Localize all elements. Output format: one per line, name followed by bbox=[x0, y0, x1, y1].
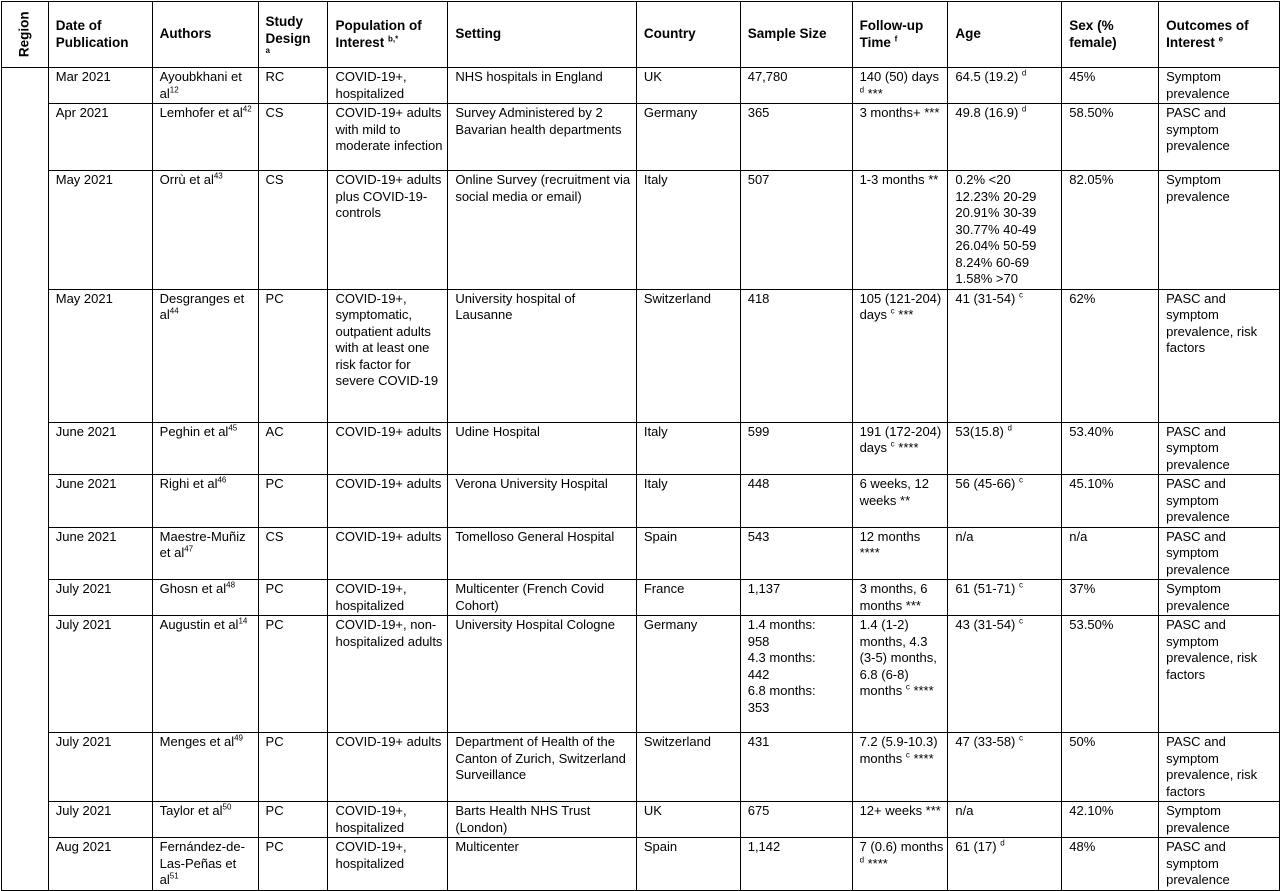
cell-population: COVID-19+, hospitalized bbox=[328, 580, 448, 616]
cell-date: July 2021 bbox=[48, 580, 152, 616]
table-row bbox=[2, 838, 1280, 891]
followup-note: c bbox=[890, 306, 895, 316]
header-row bbox=[2, 2, 1280, 68]
author-name: Righi et al bbox=[159, 476, 218, 491]
cell-followup bbox=[852, 68, 948, 104]
cell-age bbox=[948, 422, 1062, 475]
cell-authors bbox=[152, 289, 258, 422]
age-note: d bbox=[1021, 68, 1027, 78]
cell-country: Italy bbox=[636, 422, 740, 475]
header-design: Study Design a bbox=[258, 2, 328, 68]
author-name: Orrù et al bbox=[159, 172, 214, 187]
cell-design: PC bbox=[258, 733, 328, 802]
cell-outcomes: PASC and symptom prevalence bbox=[1159, 422, 1280, 475]
reference-number: 44 bbox=[169, 306, 179, 316]
cell-authors bbox=[152, 580, 258, 616]
table-row bbox=[2, 616, 1280, 733]
cell-age bbox=[948, 838, 1062, 891]
cell-population: COVID-19+ adults bbox=[328, 733, 448, 802]
cell-outcomes: PASC and symptom prevalence, risk factors bbox=[1159, 616, 1280, 733]
table-row bbox=[2, 104, 1280, 171]
followup-stars: **** bbox=[909, 750, 934, 766]
header-date: Date of Publication bbox=[48, 2, 152, 68]
cell-outcomes: PASC and symptom prevalence, risk factors bbox=[1159, 289, 1280, 422]
age-line: 12.23% 20-29 bbox=[955, 188, 1037, 204]
cell-outcomes: Symptom prevalence bbox=[1159, 68, 1280, 104]
cell-sex: 58.50% bbox=[1062, 104, 1159, 171]
table-row bbox=[2, 289, 1280, 422]
followup-stars: **** bbox=[909, 683, 934, 698]
cell-date: Aug 2021 bbox=[48, 838, 152, 891]
followup-value: 1-3 months ** bbox=[859, 172, 939, 187]
cell-followup bbox=[852, 475, 948, 528]
cell-setting: NHS hospitals in England bbox=[448, 68, 637, 104]
followup-note: c bbox=[905, 682, 910, 692]
cell-setting: Survey Administered by 2 Bavarian health departments bbox=[448, 104, 637, 171]
cell-population: COVID-19+, hospitalized bbox=[328, 68, 448, 104]
cell-country: Italy bbox=[636, 475, 740, 528]
author-name: Menges et al bbox=[159, 734, 235, 749]
cell-setting: Online Survey (recruitment via social media or email) bbox=[448, 171, 637, 290]
cell-authors bbox=[152, 104, 258, 171]
cell-setting: Tomelloso General Hospital bbox=[448, 527, 637, 580]
cell-population: COVID-19+ adults bbox=[328, 475, 448, 528]
cell-authors bbox=[152, 802, 258, 838]
header-outcomes: Outcomes of Interest $^e$ bbox=[1159, 2, 1280, 68]
age-note: c bbox=[1019, 580, 1024, 590]
cell-population: COVID-19+ adults plus COVID-19- controls bbox=[328, 171, 448, 290]
cell-outcomes: Symptom prevalence bbox=[1159, 802, 1280, 838]
cell-country: UK bbox=[636, 68, 740, 104]
cell-date: Apr 2021 bbox=[48, 104, 152, 171]
cell-date: July 2021 bbox=[48, 802, 152, 838]
cell-authors bbox=[152, 475, 258, 528]
cell-followup bbox=[852, 616, 948, 733]
age-note: d bbox=[1007, 423, 1012, 433]
author-name: Ghosn et al bbox=[159, 581, 227, 596]
header-followup: Follow-up Time $^f$ bbox=[852, 2, 948, 68]
cell-design: CS bbox=[258, 104, 328, 171]
cell-followup bbox=[852, 527, 948, 580]
cell-sex: 48% bbox=[1062, 838, 1159, 891]
table-row bbox=[2, 802, 1280, 838]
cell-setting: Multicenter (French Covid Cohort) bbox=[448, 580, 637, 616]
reference-number: 46 bbox=[217, 475, 227, 485]
followup-value: 140 (50) days bbox=[859, 69, 940, 84]
cell-country: Germany bbox=[636, 616, 740, 733]
age-note: d bbox=[1000, 838, 1005, 848]
cell-date: May 2021 bbox=[48, 171, 152, 290]
cell-followup bbox=[852, 289, 948, 422]
age-value: 61 (17) bbox=[955, 839, 997, 854]
author-name: Augustin et al bbox=[159, 617, 239, 632]
age-value: 49.8 (16.9) bbox=[955, 105, 1019, 120]
cell-date: June 2021 bbox=[48, 527, 152, 580]
cell-country: Spain bbox=[636, 527, 740, 580]
age-line: 0.2% <20 bbox=[955, 172, 1011, 187]
cell-population: COVID-19+ adults bbox=[328, 527, 448, 580]
cell-design: PC bbox=[258, 289, 328, 422]
cell-outcomes: Symptom prevalence bbox=[1159, 580, 1280, 616]
reference-number: 12 bbox=[169, 85, 179, 95]
cell-age bbox=[948, 616, 1062, 733]
followup-value: 12+ weeks *** bbox=[859, 803, 941, 818]
cell-sample: 47,780 bbox=[740, 68, 852, 104]
header-authors: Authors bbox=[152, 2, 258, 68]
cell-population: COVID-19+, hospitalized bbox=[328, 802, 448, 838]
header-country: Country bbox=[636, 2, 740, 68]
table-row bbox=[2, 68, 1280, 104]
sample-line: 1.4 months: bbox=[747, 617, 816, 632]
cell-population: COVID-19+ adults with mild to moderate infection bbox=[328, 104, 448, 171]
header-sample: Sample Size bbox=[740, 2, 852, 68]
cell-country: Italy bbox=[636, 171, 740, 290]
author-name: Desgranges et al bbox=[159, 290, 245, 322]
cell-authors bbox=[152, 527, 258, 580]
followup-note: c bbox=[905, 750, 910, 760]
author-name: Maestre-Muñiz et al bbox=[159, 528, 246, 560]
cell-design: CS bbox=[258, 527, 328, 580]
age-line: 26.04% 50-59 bbox=[955, 238, 1037, 253]
cell-age bbox=[948, 733, 1062, 802]
cell-authors bbox=[152, 171, 258, 290]
reference-number: 47 bbox=[184, 544, 194, 554]
region-cell bbox=[2, 68, 49, 891]
followup-value: 3 months, 6 months *** bbox=[859, 581, 928, 613]
author-name: Lemhofer et al bbox=[159, 105, 243, 120]
followup-value: 7 (0.6) months bbox=[859, 839, 944, 854]
age-value: n/a bbox=[955, 803, 974, 818]
cell-followup bbox=[852, 802, 948, 838]
header-setting: Setting bbox=[448, 2, 637, 68]
cell-design: CS bbox=[258, 171, 328, 290]
cell-population: COVID-19+, non-hospitalized adults bbox=[328, 616, 448, 733]
cell-sample: 599 bbox=[740, 422, 852, 475]
cell-outcomes: PASC and symptom prevalence bbox=[1159, 838, 1280, 891]
cell-design: PC bbox=[258, 475, 328, 528]
cell-design: PC bbox=[258, 580, 328, 616]
cell-date: July 2021 bbox=[48, 733, 152, 802]
followup-stars: **** bbox=[864, 855, 888, 871]
followup-stars: **** bbox=[894, 440, 919, 455]
cell-country: Germany bbox=[636, 104, 740, 171]
sample-line: 353 bbox=[747, 699, 770, 715]
cell-authors bbox=[152, 733, 258, 802]
cell-sex: n/a bbox=[1062, 527, 1159, 580]
cell-outcomes: PASC and symptom prevalence bbox=[1159, 104, 1280, 171]
cell-sex: 53.50% bbox=[1062, 616, 1159, 733]
cell-design: PC bbox=[258, 802, 328, 838]
age-line: 8.24% 60-69 bbox=[955, 254, 1030, 270]
cell-country: Switzerland bbox=[636, 289, 740, 422]
cell-sex: 53.40% bbox=[1062, 422, 1159, 475]
cell-followup bbox=[852, 838, 948, 891]
age-value: 47 (33-58) bbox=[955, 734, 1016, 749]
cell-followup bbox=[852, 104, 948, 171]
cell-date: June 2021 bbox=[48, 475, 152, 528]
cell-country: UK bbox=[636, 802, 740, 838]
cell-followup bbox=[852, 171, 948, 290]
cell-sample: 448 bbox=[740, 475, 852, 528]
age-value: 61 (51-71) bbox=[955, 581, 1016, 596]
cell-followup bbox=[852, 422, 948, 475]
age-value: n/a bbox=[955, 528, 974, 544]
age-line: 1.58% >70 bbox=[955, 271, 1018, 286]
cell-date: June 2021 bbox=[48, 422, 152, 475]
table-body bbox=[2, 68, 1280, 891]
cell-outcomes: PASC and symptom prevalence bbox=[1159, 527, 1280, 580]
age-value: 41 (31-54) bbox=[955, 290, 1016, 306]
cell-sex: 82.05% bbox=[1062, 171, 1159, 290]
cell-age bbox=[948, 289, 1062, 422]
cell-authors bbox=[152, 68, 258, 104]
age-value: 64.5 (19.2) bbox=[955, 69, 1019, 84]
cell-population: COVID-19+, symptomatic, outpatient adults with at least one risk factor for severe COVID-19 bbox=[328, 289, 448, 422]
cell-sample: 431 bbox=[740, 733, 852, 802]
cell-sample: 365 bbox=[740, 104, 852, 171]
cell-sex: 50% bbox=[1062, 733, 1159, 802]
cell-age bbox=[948, 68, 1062, 104]
cell-age bbox=[948, 580, 1062, 616]
cell-setting: Verona University Hospital bbox=[448, 475, 637, 528]
cell-sample: 1,142 bbox=[740, 838, 852, 891]
reference-number: 48 bbox=[226, 580, 236, 590]
cell-sex: 62% bbox=[1062, 289, 1159, 422]
sample-line: 958 bbox=[747, 633, 770, 649]
followup-value: 3 months+ *** bbox=[859, 105, 940, 120]
table-row bbox=[2, 580, 1280, 616]
cell-setting: University hospital of Lausanne bbox=[448, 289, 637, 422]
followup-note: d bbox=[859, 855, 865, 865]
age-line: 30.77% 40-49 bbox=[955, 221, 1037, 237]
cell-authors bbox=[152, 838, 258, 891]
cell-date: July 2021 bbox=[48, 616, 152, 733]
cell-sample bbox=[740, 616, 852, 733]
cell-sex: 45% bbox=[1062, 68, 1159, 104]
cell-country: Switzerland bbox=[636, 733, 740, 802]
age-value: 56 (45-66) bbox=[955, 476, 1016, 491]
cell-sex: 37% bbox=[1062, 580, 1159, 616]
age-note: c bbox=[1019, 290, 1024, 300]
cell-outcomes: Symptom prevalence bbox=[1159, 171, 1280, 290]
sample-line: 442 bbox=[747, 666, 770, 682]
cell-date: May 2021 bbox=[48, 289, 152, 422]
cell-setting: University Hospital Cologne bbox=[448, 616, 637, 733]
reference-number: 50 bbox=[222, 802, 232, 812]
reference-number: 51 bbox=[169, 871, 179, 881]
author-name: Ayoubkhani et al bbox=[159, 69, 242, 101]
table-row bbox=[2, 171, 1280, 290]
table-row bbox=[2, 422, 1280, 475]
cell-sex: 45.10% bbox=[1062, 475, 1159, 528]
author-name: Fernández-de-Las-Peñas et al bbox=[159, 839, 245, 887]
header-sex: Sex (% female) bbox=[1062, 2, 1159, 68]
cell-country: France bbox=[636, 580, 740, 616]
sample-line: 6.8 months: bbox=[747, 683, 816, 698]
cell-outcomes: PASC and symptom prevalence bbox=[1159, 475, 1280, 528]
header-population: Population of Interest $^{b,*}$ bbox=[328, 2, 448, 68]
cell-sample: 418 bbox=[740, 289, 852, 422]
cell-outcomes: PASC and symptom prevalence, risk factors bbox=[1159, 733, 1280, 802]
sample-line: 4.3 months: bbox=[747, 650, 816, 665]
table-row bbox=[2, 475, 1280, 528]
followup-note: c bbox=[890, 439, 895, 449]
cell-authors bbox=[152, 422, 258, 475]
reference-number: 45 bbox=[228, 423, 238, 433]
age-line: 20.91% 30-39 bbox=[955, 205, 1037, 220]
cell-age bbox=[948, 527, 1062, 580]
cell-sample: 507 bbox=[740, 171, 852, 290]
age-note: c bbox=[1019, 733, 1024, 743]
followup-value: 6 weeks, 12 weeks ** bbox=[859, 476, 929, 508]
reference-number: 14 bbox=[238, 616, 248, 626]
cell-age bbox=[948, 171, 1062, 290]
cell-sample: 543 bbox=[740, 527, 852, 580]
age-note: c bbox=[1019, 616, 1024, 626]
cell-country: Spain bbox=[636, 838, 740, 891]
followup-stars: *** bbox=[894, 307, 914, 322]
followup-value: 12 months **** bbox=[859, 528, 921, 560]
cell-sample: 675 bbox=[740, 802, 852, 838]
cell-design: PC bbox=[258, 838, 328, 891]
cell-population: COVID-19+, hospitalized bbox=[328, 838, 448, 891]
cell-design: PC bbox=[258, 616, 328, 733]
author-name: Taylor et al bbox=[159, 803, 223, 818]
reference-number: 42 bbox=[242, 104, 252, 114]
age-note: c bbox=[1019, 475, 1024, 485]
cell-sex: 42.10% bbox=[1062, 802, 1159, 838]
cell-age bbox=[948, 475, 1062, 528]
age-value: 43 (31-54) bbox=[955, 617, 1016, 632]
table-row bbox=[2, 527, 1280, 580]
cell-setting: Department of Health of the Canton of Zurich, Switzerland Surveillance bbox=[448, 733, 637, 802]
followup-value: 7.2 (5.9-10.3) months bbox=[859, 734, 938, 766]
age-note: d bbox=[1021, 104, 1027, 114]
reference-number: 49 bbox=[234, 733, 243, 743]
cell-date: Mar 2021 bbox=[48, 68, 152, 104]
cell-authors bbox=[152, 616, 258, 733]
cell-population: COVID-19+ adults bbox=[328, 422, 448, 475]
cell-design: RC bbox=[258, 68, 328, 104]
followup-note: d bbox=[859, 85, 865, 95]
author-name: Peghin et al bbox=[159, 423, 229, 439]
cell-age bbox=[948, 104, 1062, 171]
cell-setting: Multicenter bbox=[448, 838, 637, 891]
cell-sample: 1,137 bbox=[740, 580, 852, 616]
cell-setting: Barts Health NHS Trust (London) bbox=[448, 802, 637, 838]
followup-value: 1.4 (1-2) months, 4.3 (3-5) months, 6.8 (6-8) months bbox=[859, 617, 937, 698]
header-region: Region bbox=[2, 2, 49, 68]
age-value: 53(15.8) bbox=[955, 423, 1004, 439]
header-age: Age bbox=[948, 2, 1062, 68]
followup-stars: *** bbox=[864, 85, 883, 101]
cell-setting: Udine Hospital bbox=[448, 422, 637, 475]
cell-followup bbox=[852, 733, 948, 802]
followup-value: 191 (172-204) days bbox=[859, 423, 942, 455]
reference-number: 43 bbox=[213, 171, 223, 181]
cell-age bbox=[948, 802, 1062, 838]
studies-table bbox=[1, 1, 1280, 891]
cell-followup bbox=[852, 580, 948, 616]
cell-design: AC bbox=[258, 422, 328, 475]
table-row bbox=[2, 733, 1280, 802]
followup-value: 105 (121-204) days bbox=[859, 290, 942, 322]
